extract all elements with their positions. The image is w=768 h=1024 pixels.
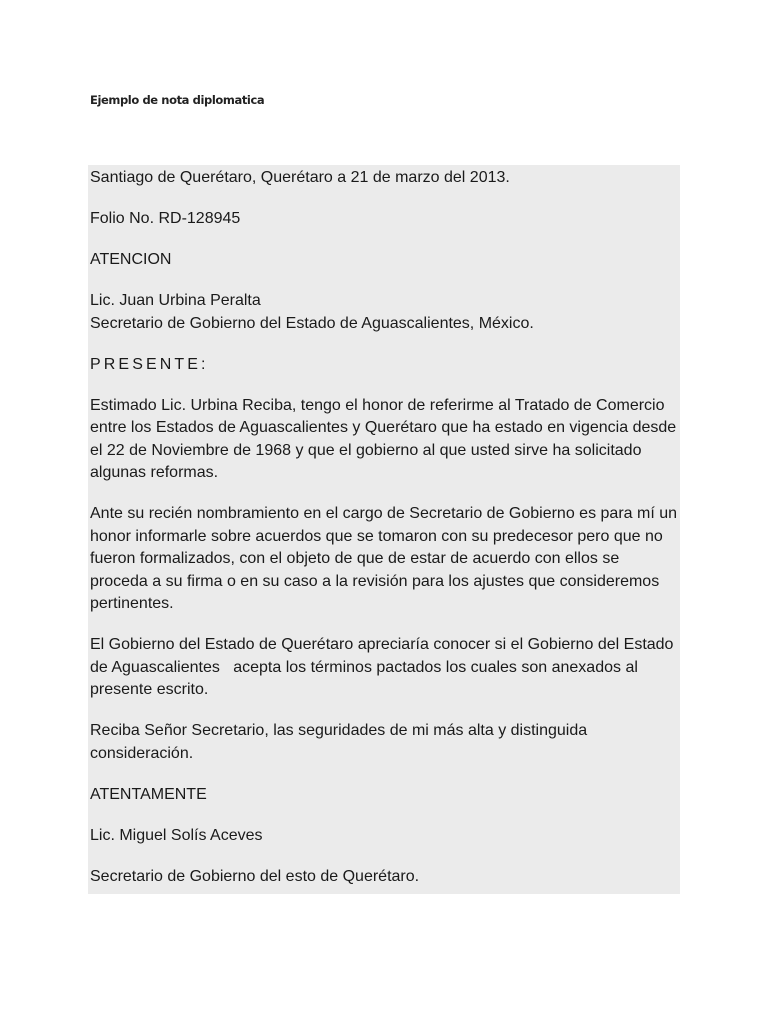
paragraph-tratado: Estimado Lic. Urbina Reciba, tengo el honor de referirme al Tratado de Comercio entre los Estados de Aguascalientes y Querétaro que ha estado en vigencia desde el 22 de Noviembre de 1968 y que el gobierno al que usted sirve ha solicitado algunas reformas. (90, 396, 677, 481)
attention-label: ATENCION (90, 251, 172, 268)
paragraph-consideracion: Reciba Señor Secretario, las seguridades de mi más alta y distinguida consideración. (90, 722, 588, 762)
closing-atentamente: ATENTAMENTE (90, 785, 207, 803)
signer-title: Secretario de Gobierno del esto de Querétaro. (90, 867, 420, 885)
document-heading: Ejemplo de nota diplomatica (90, 93, 265, 107)
recipient-title: Secretario de Gobierno del Estado de Aguascalientes, México. (90, 314, 534, 332)
signer-name: Lic. Miguel Solís Aceves (90, 826, 263, 844)
paragraph-terminos: El Gobierno del Estado de Querétaro apreciaría conocer si el Gobierno del Estado de Aguascalientes acepta los términos pactados los cuales son anexados al presente escrito. (90, 636, 678, 698)
diplomatic-note-body (88, 165, 680, 894)
folio-number: Folio No. RD-128945 (90, 210, 241, 227)
presente-salutation: PRESENTE: (90, 355, 209, 373)
recipient-name: Lic. Juan Urbina Peralta (90, 292, 261, 309)
place-date: Santiago de Querétaro, Querétaro a 21 de marzo del 2013. (90, 169, 510, 186)
paragraph-nombramiento: Ante su recién nombramiento en el cargo de Secretario de Gobierno es para mí un honor informarle sobre acuerdos que se tomaron con su predecesor pero que no fueron formalizados, con el objeto de que de estar de acuerdo con ellos se proceda a su firma o en su caso a la revisión para los ajustes que consideremos pertinentes. (90, 505, 677, 612)
